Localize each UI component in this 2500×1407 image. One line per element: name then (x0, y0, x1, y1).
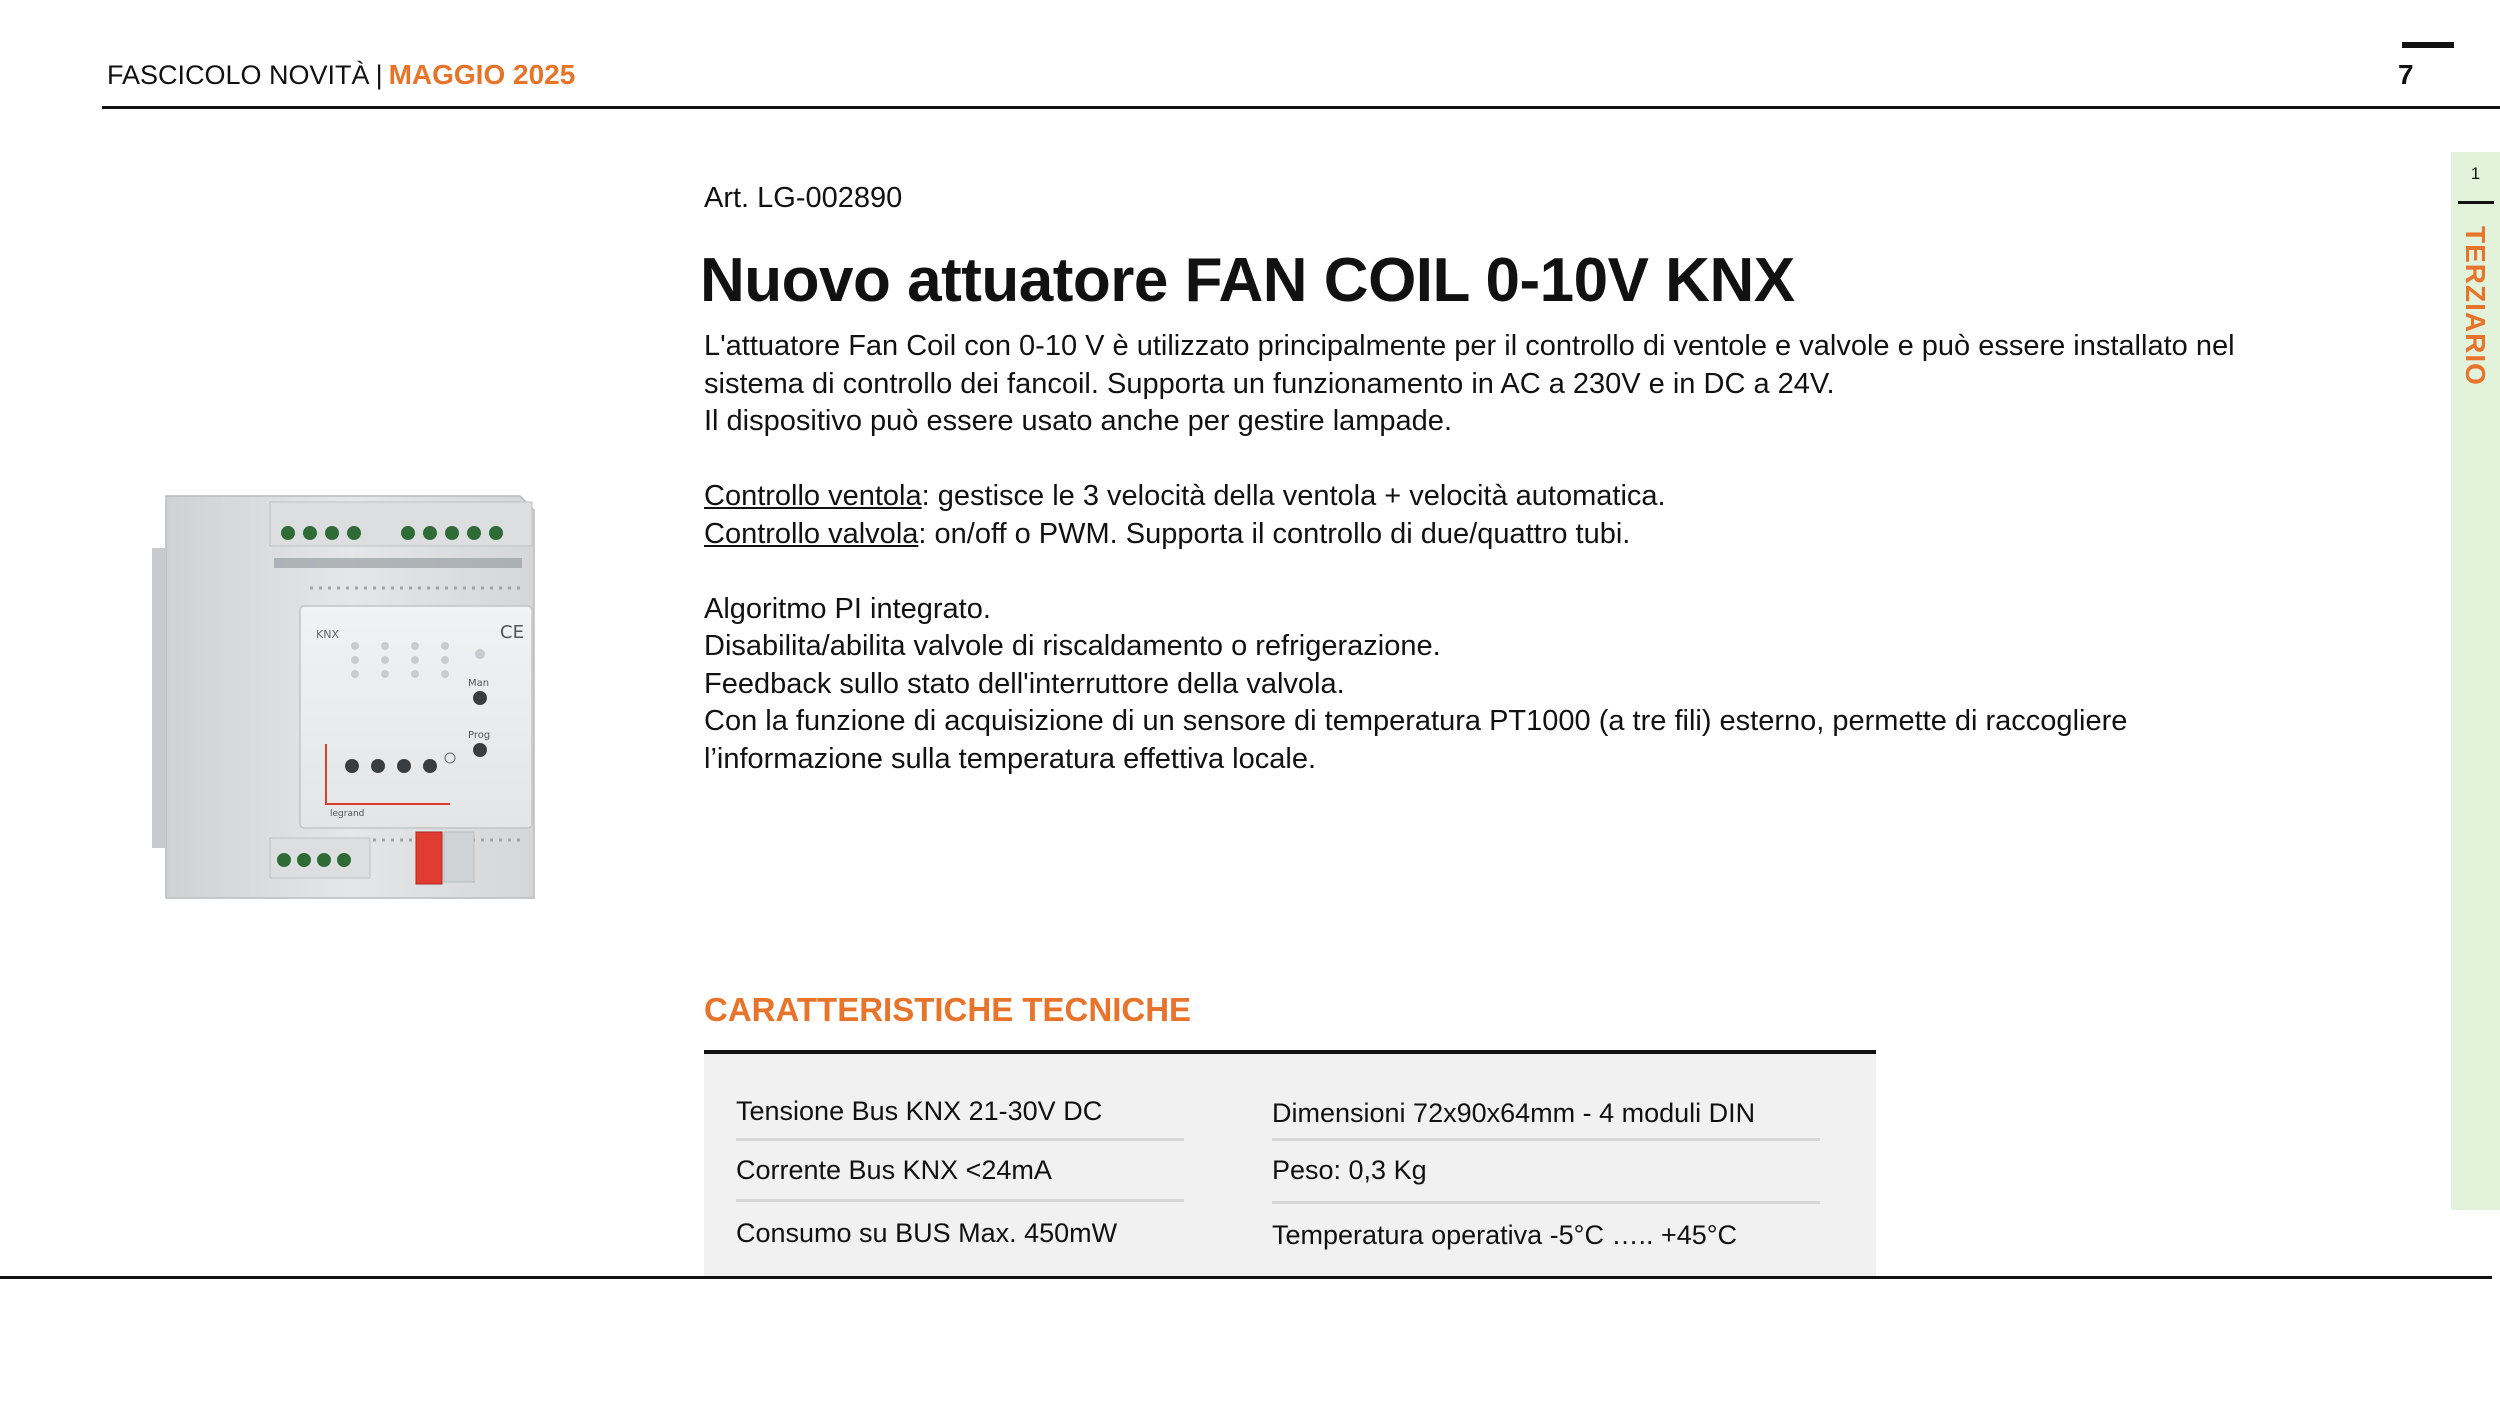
footer-rule (0, 1276, 2492, 1279)
spec-item: Corrente Bus KNX <24mA (736, 1155, 1052, 1185)
image-knx-logo: KNX (316, 628, 339, 641)
section-tab-number: 1 (2470, 164, 2481, 183)
section-tab-label-text: TERZIARIO (2460, 226, 2491, 386)
specs-title: CARATTERISTICHE TECNICHE (704, 991, 1192, 1028)
control-label: Controllo valvola (704, 517, 919, 550)
spec-divider (1272, 1138, 1820, 1141)
spec-item: Tensione Bus KNX 21-30V DC (736, 1096, 1103, 1126)
image-prog-label: Prog (468, 730, 491, 741)
section-tab-rule (2458, 201, 2494, 204)
feature-line: Feedback sullo stato dell'interruttore della valvola. (704, 667, 1345, 700)
product-description (704, 328, 2244, 778)
control-label: Controllo ventola (704, 480, 922, 512)
spec-divider (736, 1199, 1184, 1202)
page-number-bar (2402, 42, 2454, 48)
publication-series: FASCICOLO NOVITÀ (107, 60, 370, 90)
image-man-label: Man (468, 678, 490, 689)
product-title: Nuovo attuatore FAN COIL 0-10V KNX (700, 246, 1795, 315)
control-line-fan (704, 478, 2244, 516)
control-text: : gestisce le 3 velocità della ventola + velocità automatica. (921, 480, 1666, 512)
feature-line: Disabilita/abilita valvole di riscaldamento o refrigerazione. (704, 630, 1441, 662)
specs-column-left (736, 1094, 1184, 1250)
feature-line: Con la funzione di acquisizione di un sensore di temperatura PT1000 (a tre fili) esterno, permette di raccogliere l’informazione sulla temperatura effettiva locale. (704, 705, 2128, 775)
spec-item: Dimensioni 72x90x64mm - 4 moduli DIN (1272, 1098, 1756, 1128)
header-rule (102, 106, 2500, 109)
product-image (150, 488, 590, 918)
description-paragraph: L'attuatore Fan Coil con 0-10 V è utilizzato principalmente per il controllo di ventole e valvole e può essere installato nel sistema di controllo dei fancoil. Supporta un funzionamento in AC a 230V e in DC a 24V. (704, 330, 2235, 400)
page-number: 7 (2398, 59, 2414, 90)
specs-column-right (1272, 1096, 1820, 1252)
specs-table (704, 1054, 1876, 1278)
spec-item: Temperatura operativa -5°C ….. +45°C (1272, 1220, 1738, 1250)
spec-divider (1272, 1201, 1820, 1204)
header-separator: | (375, 60, 383, 90)
image-ce-mark: CE (500, 622, 524, 643)
control-line-valve (704, 516, 2244, 554)
feature-line: Algoritmo PI integrato. (704, 592, 991, 625)
page-header (107, 58, 575, 92)
spec-item: Peso: 0,3 Kg (1272, 1155, 1427, 1185)
section-tab-label (2453, 226, 2497, 406)
spec-item: Consumo su BUS Max. 450mW (736, 1218, 1118, 1248)
article-code: Art. LG-002890 (704, 182, 903, 214)
description-paragraph: Il dispositivo può essere usato anche per gestire lampade. (704, 405, 1452, 437)
spec-divider (736, 1138, 1184, 1141)
image-manufacturer-label: legrand (330, 809, 365, 819)
control-text: : on/off o PWM. Supporta il controllo di due/quattro tubi. (918, 517, 1631, 550)
publication-issue: MAGGIO 2025 (388, 59, 576, 90)
